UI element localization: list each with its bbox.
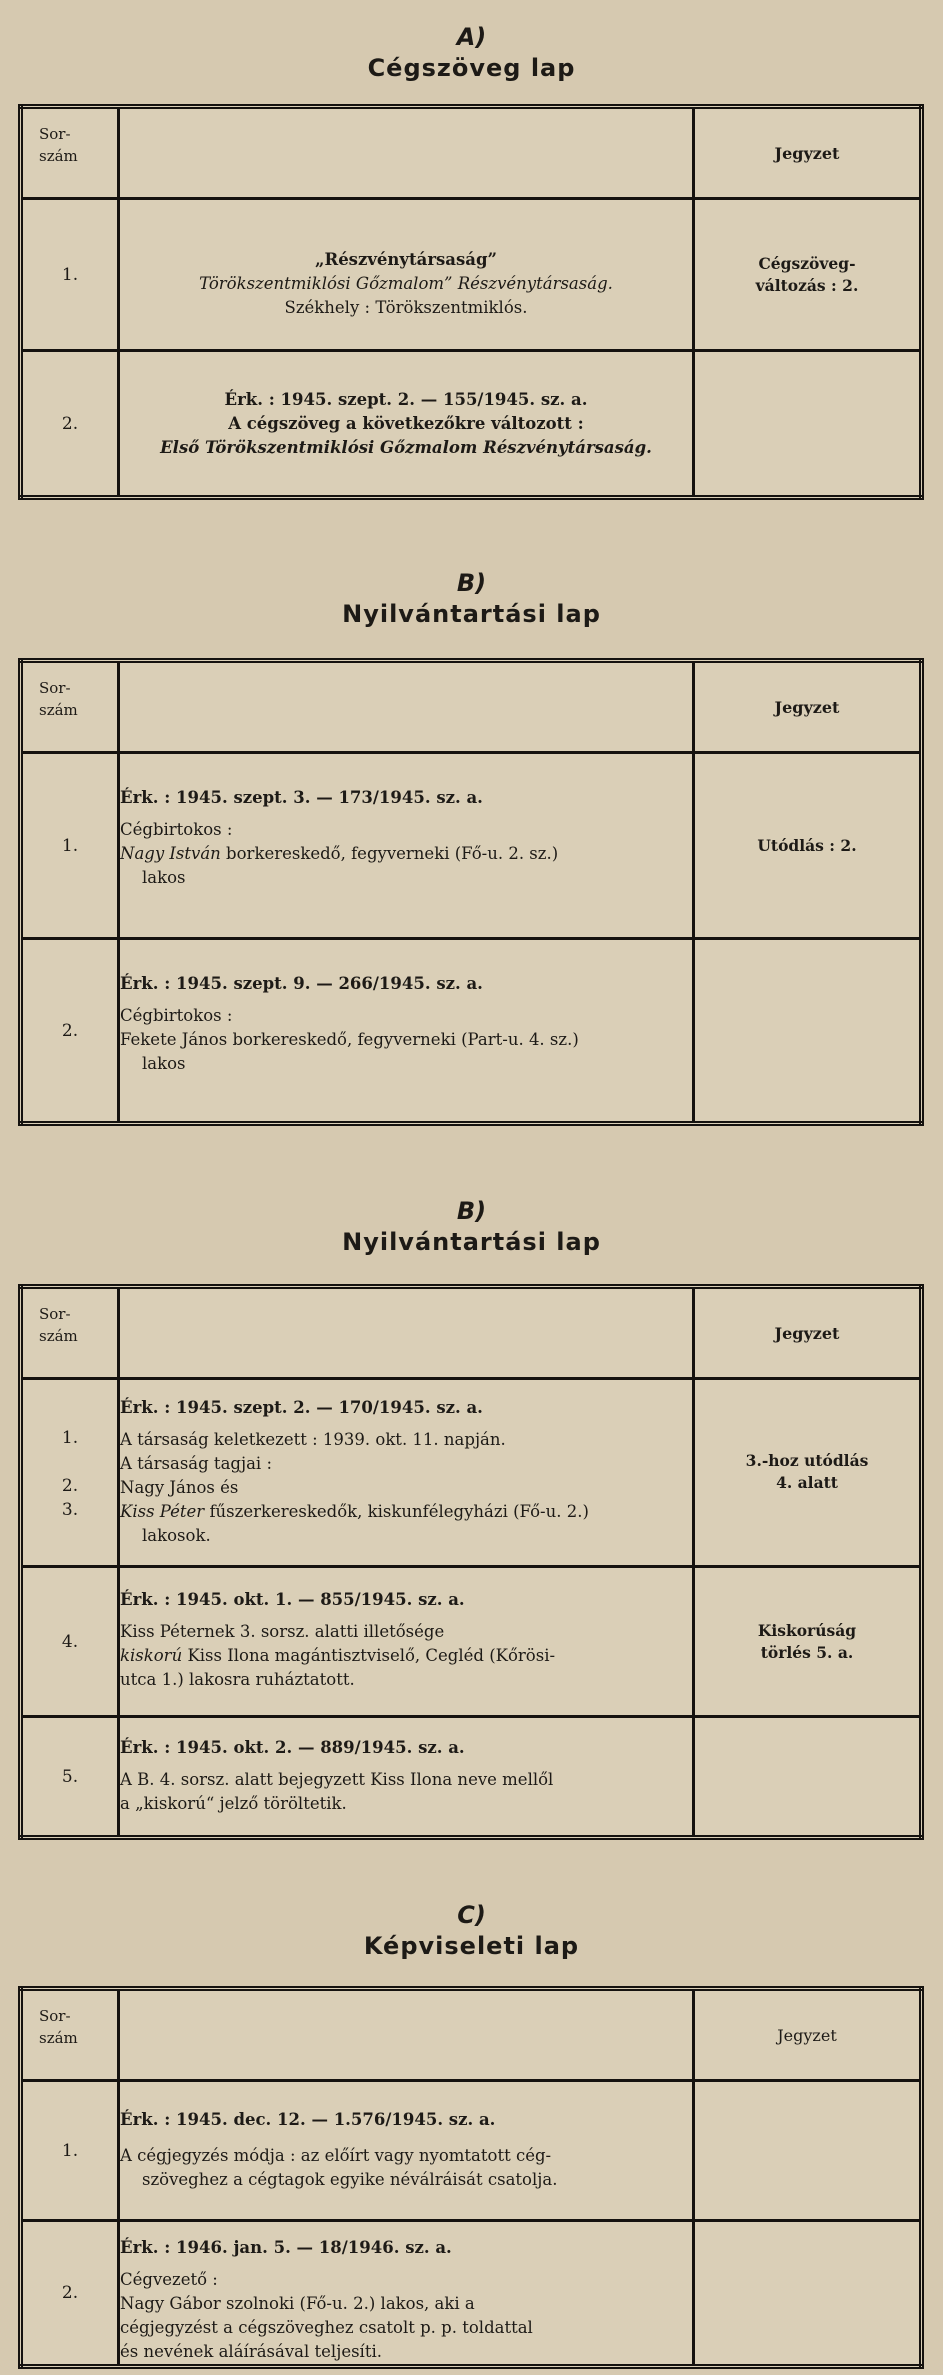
section-title: Cégszöveg lap bbox=[367, 54, 576, 82]
entry-line: Érk. : 1945. szept. 2. — 155/1945. sz. a. bbox=[224, 390, 588, 409]
table-row bbox=[21, 1717, 922, 1838]
entry-line: cégjegyzést a cégszöveghez csatolt p. p. toldattal bbox=[120, 2318, 533, 2337]
table-header-row bbox=[21, 1287, 922, 1379]
entry-line: A társaság keletkezett : 1939. okt. 11. napján. bbox=[120, 1430, 506, 1449]
table-row bbox=[21, 753, 922, 939]
entry-line: lakos bbox=[142, 868, 186, 887]
header-entry bbox=[119, 107, 694, 199]
row-number: 2. bbox=[21, 939, 119, 1124]
entry-line: borkereskedő, fegyverneki (Fő-u. 2. sz.) bbox=[220, 844, 559, 863]
section-c-heading bbox=[0, 1900, 943, 1962]
section-a-table bbox=[18, 104, 924, 500]
entry-text bbox=[119, 753, 694, 939]
table-row bbox=[21, 939, 922, 1124]
header-label: Sor- szám bbox=[39, 679, 78, 719]
row-number: 1. bbox=[21, 199, 119, 351]
entry-name: Nagy István bbox=[120, 844, 221, 863]
row-number: 2. bbox=[21, 351, 119, 498]
header-label: Sor- szám bbox=[39, 2007, 78, 2047]
header-note: Jegyzet bbox=[694, 1287, 922, 1379]
entry-line: Kiss Péternek 3. sorsz. alatti illetősége bbox=[120, 1622, 445, 1641]
entry-text bbox=[119, 939, 694, 1124]
entry-line: Nagy János és bbox=[120, 1478, 239, 1497]
entry-text bbox=[119, 351, 694, 498]
table-header-row bbox=[21, 107, 922, 199]
entry-line: Érk. : 1945. szept. 2. — 170/1945. sz. a. bbox=[120, 1398, 483, 1417]
section-b1-heading bbox=[0, 568, 943, 630]
entry-line: A társaság tagjai : bbox=[120, 1454, 272, 1473]
entry-line: Érk. : 1945. szept. 3. — 173/1945. sz. a. bbox=[120, 788, 483, 807]
section-letter: C) bbox=[457, 1901, 486, 1929]
note-text: Utódlás : 2. bbox=[694, 753, 922, 939]
section-letter: B) bbox=[456, 1197, 487, 1225]
note-text bbox=[694, 1717, 922, 1838]
entry-line: Kiss Ilona magántisztviselő, Cegléd (Kőrösi- bbox=[182, 1646, 556, 1665]
entry-text bbox=[119, 199, 694, 351]
table-row bbox=[21, 2081, 922, 2221]
note-text: 3.-hoz utódlás 4. alatt bbox=[694, 1379, 922, 1567]
header-entry bbox=[119, 661, 694, 753]
header-row-number bbox=[21, 1287, 119, 1379]
note-text: Kiskorúság törlés 5. a. bbox=[694, 1567, 922, 1717]
entry-line: A cégjegyzés módja : az előírt vagy nyomtatott cég- bbox=[120, 2146, 552, 2165]
entry-text bbox=[119, 1567, 694, 1717]
entry-name: kiskorú bbox=[120, 1646, 183, 1665]
note-text bbox=[694, 2221, 922, 2367]
section-letter: B) bbox=[456, 569, 487, 597]
entry-text bbox=[119, 2221, 694, 2367]
row-number: 5. bbox=[21, 1717, 119, 1838]
row-number-stack bbox=[21, 1379, 119, 1567]
entry-line: lakosok. bbox=[142, 1526, 211, 1545]
entry-line: utca 1.) lakosra ruháztatott. bbox=[120, 1670, 355, 1689]
section-b2-heading bbox=[0, 1196, 943, 1258]
section-title: Képviseleti lap bbox=[363, 1932, 580, 1960]
row-number: 1. bbox=[21, 2081, 119, 2221]
note-text bbox=[694, 351, 922, 498]
entry-line: fűszerkereskedők, kiskunfélegyházi (Fő-u. 2.) bbox=[204, 1502, 589, 1521]
entry-line: Érk. : 1945. dec. 12. — 1.576/1945. sz. a. bbox=[120, 2110, 496, 2129]
section-title: Nyilvántartási lap bbox=[342, 600, 601, 628]
entry-text bbox=[119, 1717, 694, 1838]
section-title: Nyilvántartási lap bbox=[342, 1228, 601, 1256]
header-note: Jegyzet bbox=[694, 661, 922, 753]
table-row bbox=[21, 199, 922, 351]
entry-line: Székhely : Törökszentmiklós. bbox=[284, 298, 528, 317]
entry-line: „Részvénytársaság” bbox=[314, 250, 498, 269]
entry-line: és nevének aláírásával teljesíti. bbox=[120, 2342, 382, 2361]
row-number: 3. bbox=[61, 1500, 79, 1520]
header-note: Jegyzet bbox=[694, 107, 922, 199]
table-header-row bbox=[21, 1989, 922, 2081]
header-label: Sor- szám bbox=[39, 125, 78, 165]
entry-line: Törökszentmiklósi Gőzmalom” Részvénytársaság. bbox=[199, 274, 613, 293]
entry-line: Cégbirtokos : bbox=[120, 820, 233, 839]
header-entry bbox=[119, 1989, 694, 2081]
section-b1-table bbox=[18, 658, 924, 1126]
note-text bbox=[694, 939, 922, 1124]
entry-name: Kiss Péter bbox=[120, 1502, 205, 1521]
entry-line: Érk. : 1946. jan. 5. — 18/1946. sz. a. bbox=[120, 2238, 452, 2257]
table-header-row bbox=[21, 661, 922, 753]
header-label: Sor- szám bbox=[39, 1305, 78, 1345]
table-row bbox=[21, 1379, 922, 1567]
section-c-table bbox=[18, 1986, 924, 2369]
row-number: 4. bbox=[21, 1567, 119, 1717]
entry-line: Fekete János borkereskedő, fegyverneki (Part-u. 4. sz.) bbox=[120, 1030, 579, 1049]
row-number: 1. bbox=[21, 753, 119, 939]
section-b2-table bbox=[18, 1284, 924, 1840]
entry-line: Cégvezető : bbox=[120, 2270, 218, 2289]
entry-line: Cégbirtokos : bbox=[120, 1006, 233, 1025]
entry-line: Első Törökszentmiklósi Gőzmalom Részvénytársaság. bbox=[160, 438, 652, 457]
entry-line: Érk. : 1945. okt. 1. — 855/1945. sz. a. bbox=[120, 1590, 465, 1609]
entry-line: A cégszöveg a következőkre változott : bbox=[228, 414, 584, 433]
row-number: 2. bbox=[61, 1476, 79, 1496]
header-note: Jegyzet bbox=[694, 1989, 922, 2081]
entry-line: Érk. : 1945. okt. 2. — 889/1945. sz. a. bbox=[120, 1738, 465, 1757]
entry-line: Érk. : 1945. szept. 9. — 266/1945. sz. a. bbox=[120, 974, 483, 993]
entry-line: szöveghez a cégtagok egyike néválráisát csatolja. bbox=[142, 2170, 558, 2189]
table-row bbox=[21, 2221, 922, 2367]
section-letter: A) bbox=[456, 23, 487, 51]
header-entry bbox=[119, 1287, 694, 1379]
row-number: 2. bbox=[21, 2221, 119, 2367]
table-row bbox=[21, 1567, 922, 1717]
header-row-number bbox=[21, 1989, 119, 2081]
entry-text bbox=[119, 1379, 694, 1567]
entry-line: a „kiskorú“ jelző töröltetik. bbox=[120, 1794, 347, 1813]
note-text: Cégszöveg- változás : 2. bbox=[694, 199, 922, 351]
entry-line: A B. 4. sorsz. alatt bejegyzett Kiss Ilona neve mellől bbox=[120, 1770, 554, 1789]
header-row-number bbox=[21, 107, 119, 199]
note-text bbox=[694, 2081, 922, 2221]
table-row bbox=[21, 351, 922, 498]
section-a-heading bbox=[0, 22, 943, 84]
header-row-number bbox=[21, 661, 119, 753]
entry-line: Nagy Gábor szolnoki (Fő-u. 2.) lakos, aki a bbox=[120, 2294, 475, 2313]
entry-line: lakos bbox=[142, 1054, 186, 1073]
row-number: 1. bbox=[61, 1428, 79, 1448]
entry-text bbox=[119, 2081, 694, 2221]
